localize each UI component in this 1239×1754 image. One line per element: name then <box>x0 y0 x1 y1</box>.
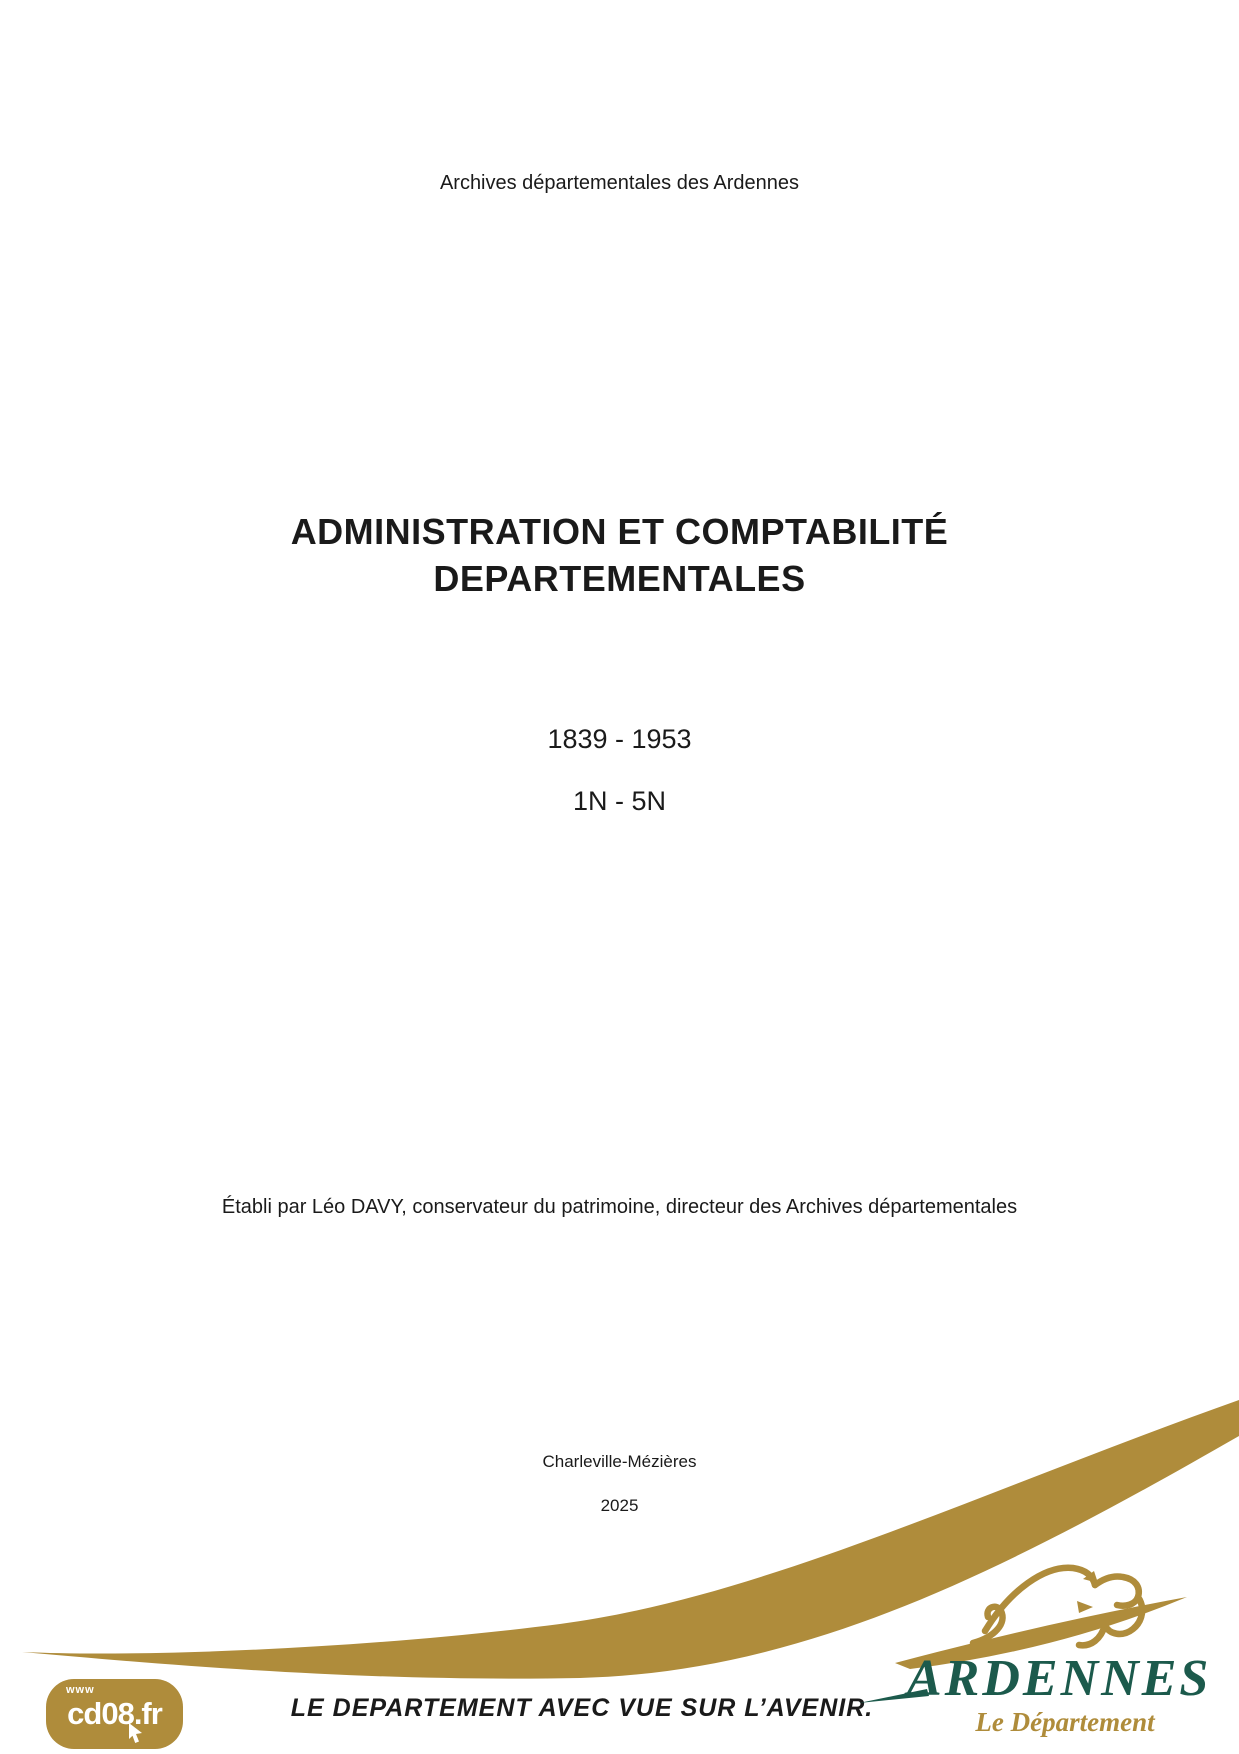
cd08-label: cd08.fr <box>67 1696 162 1731</box>
place-line: Charleville-Mézières <box>542 1452 697 1471</box>
cote-range: 1N - 5N <box>572 786 667 816</box>
author-line: Établi par Léo DAVY, conservateur du patrimoine, directeur des Archives départementales <box>221 1196 1018 1218</box>
year-line: 2025 <box>600 1496 639 1515</box>
page-title <box>0 508 1239 602</box>
title-line-1: ADMINISTRATION ET COMPTABILITÉ <box>290 511 949 552</box>
ardennes-wordmark: ARDENNES <box>907 1650 1212 1707</box>
title-line-2: DEPARTEMENTALES <box>433 558 806 599</box>
institution-name: Archives départementales des Ardennes <box>439 172 800 194</box>
date-range: 1839 - 1953 <box>547 724 692 754</box>
cd08-logo <box>46 1679 183 1749</box>
ardennes-logo <box>855 1545 1239 1754</box>
department-tagline: LE DEPARTEMENT AVEC VUE SUR L’AVENIR. <box>290 1694 874 1722</box>
cd08-www-label: www <box>66 1684 95 1696</box>
cursor-icon <box>128 1723 143 1744</box>
ardennes-subtitle: Le Département <box>975 1707 1155 1737</box>
